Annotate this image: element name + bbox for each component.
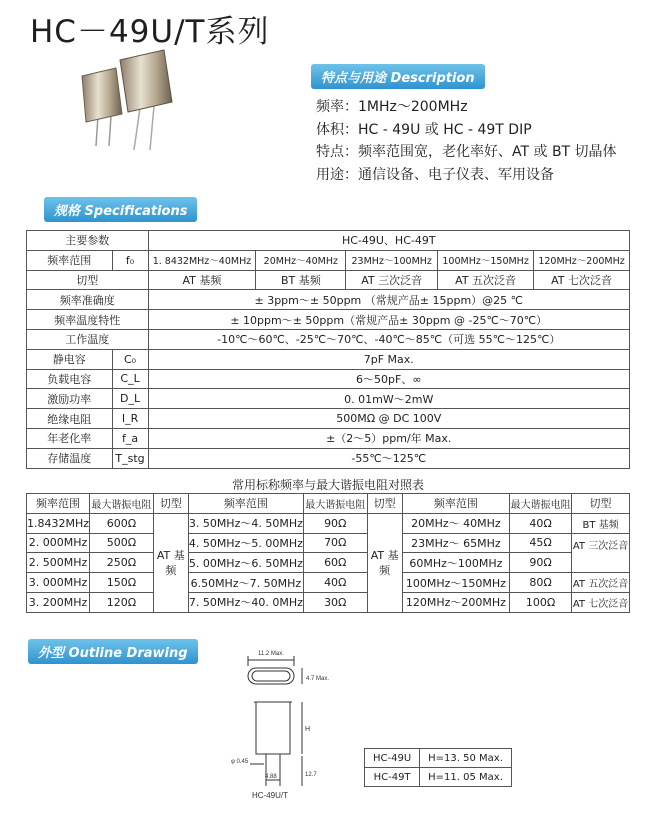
spec-label: 静电容 (27, 349, 113, 369)
freq-range-cell: 100MHz～150MHz (438, 250, 534, 270)
spec-symbol: C₀ (112, 349, 148, 369)
ref-cut-type: AT 七次泛音 (572, 592, 630, 612)
ref-freq: 6.50MHz～7. 50MHz (188, 573, 303, 593)
ref-row (27, 533, 630, 553)
outline-height-row (365, 768, 512, 787)
reference-table (26, 493, 630, 613)
ref-row (27, 573, 630, 593)
specifications-table (26, 230, 630, 469)
spec-value: ± 3ppm～± 50ppm （常规产品± 15ppm）@25 ℃ (148, 290, 629, 310)
spec-row (27, 290, 630, 310)
dim-height-label: H (305, 726, 311, 733)
spec-row (27, 310, 630, 330)
ref-header: 最大谐振电阻 (90, 494, 154, 514)
spec-row (27, 448, 630, 468)
ref-resistance: 150Ω (90, 573, 154, 593)
spec-row (27, 409, 630, 429)
spec-symbol: D_L (112, 389, 148, 409)
ref-row (27, 513, 630, 533)
spec-symbol: T_stg (112, 448, 148, 468)
spec-label: 激励功率 (27, 389, 113, 409)
page-title: HC－49U/T系列 (30, 14, 270, 50)
ref-header: 频率范围 (27, 494, 90, 514)
cut-type-cell: AT 三次泛音 (346, 270, 438, 290)
outline-caption: HC-49U/T (252, 791, 289, 800)
description-badge: 特点与用途 Description (311, 64, 485, 89)
ref-freq: 120MHz～200MHz (402, 592, 509, 612)
spec-label: 存储温度 (27, 448, 113, 468)
desc-usage: 用途：通信设备、电子仪表、军用设备 (316, 167, 554, 183)
ref-freq: 3. 50MHz～4. 50MHz (188, 513, 303, 533)
ref-freq: 7. 50MHz～40. 0MHz (188, 592, 303, 612)
ref-resistance: 70Ω (303, 533, 367, 553)
outline-drawing (226, 646, 330, 806)
spec-label: 频率温度特性 (27, 310, 149, 330)
outline-height-table (364, 748, 512, 787)
ref-cut-type: AT 基频 (367, 513, 402, 612)
spec-value: HC-49U、HC-49T (148, 231, 629, 251)
spec-label: 负载电容 (27, 369, 113, 389)
outline-model: HC-49T (365, 768, 420, 787)
ref-resistance: 40Ω (303, 573, 367, 593)
dim-lead-label: 12.7 (305, 772, 317, 778)
ref-freq: 5. 00MHz～6. 50MHz (188, 553, 303, 573)
ref-row (27, 553, 630, 573)
outline-height: H=11. 05 Max. (420, 768, 512, 787)
spec-label: 年老化率 (27, 428, 113, 448)
spec-value: ±（2～5）ppm/年 Max. (148, 428, 629, 448)
ref-resistance: 90Ω (303, 513, 367, 533)
cut-type-cell: BT 基频 (256, 270, 346, 290)
spec-value: -10℃～60℃、-25℃～70℃、-40℃～85℃（可选 55℃～125℃） (148, 329, 629, 349)
ref-header: 频率范围 (188, 494, 303, 514)
spec-label: 切型 (27, 270, 149, 290)
dim-top-label: 11.2 Max. (258, 651, 284, 657)
ref-freq: 2. 000MHz (27, 533, 90, 553)
freq-range-cell: 1. 8432MHz～40MHz (148, 250, 256, 270)
ref-resistance: 45Ω (510, 533, 572, 553)
ref-resistance: 80Ω (510, 573, 572, 593)
spec-value: 6～50pF、∞ (148, 369, 629, 389)
spec-row (27, 428, 630, 448)
ref-cut-type: AT 三次泛音 (572, 533, 630, 573)
spec-row (27, 349, 630, 369)
spec-row (27, 389, 630, 409)
ref-freq: 3. 000MHz (27, 573, 90, 593)
spec-label: 绝缘电阻 (27, 409, 113, 429)
spec-label: 工作温度 (27, 329, 149, 349)
freq-range-cell: 23MHz～100MHz (346, 250, 438, 270)
spec-value: -55℃～125℃ (148, 448, 629, 468)
ref-cut-type: BT 基频 (572, 513, 630, 533)
ref-resistance: 100Ω (510, 592, 572, 612)
ref-freq: 2. 500MHz (27, 553, 90, 573)
spec-symbol: f₀ (112, 250, 148, 270)
ref-freq: 60MHz～100MHz (402, 553, 509, 573)
ref-resistance: 500Ω (90, 533, 154, 553)
outline-height-row (365, 749, 512, 768)
specifications-badge: 规格 Specifications (44, 197, 197, 222)
freq-range-cell: 20MHz～40MHz (256, 250, 346, 270)
dim-diameter-label: φ 0.45 (231, 759, 249, 765)
spec-value: 7pF Max. (148, 349, 629, 369)
ref-freq: 3. 200MHz (27, 592, 90, 612)
desc-volume: 体积：HC - 49U 或 HC - 49T DIP (316, 122, 532, 138)
ref-resistance: 30Ω (303, 592, 367, 612)
ref-freq: 4. 50MHz～5. 00MHz (188, 533, 303, 553)
spec-value: 500MΩ @ DC 100V (148, 409, 629, 429)
spec-row-cut (27, 270, 630, 290)
ref-header: 频率范围 (402, 494, 509, 514)
spec-row (27, 369, 630, 389)
outline-height: H=13. 50 Max. (420, 749, 512, 768)
ref-freq: 1.8432MHz (27, 513, 90, 533)
ref-freq: 20MHz～ 40MHz (402, 513, 509, 533)
ref-header-row (27, 494, 630, 514)
spec-label: 频率准确度 (27, 290, 149, 310)
ref-resistance: 600Ω (90, 513, 154, 533)
spec-row-frequency (27, 250, 630, 270)
cut-type-cell: AT 五次泛音 (438, 270, 534, 290)
ref-header: 最大谐振电阻 (510, 494, 572, 514)
cut-type-cell: AT 基频 (148, 270, 256, 290)
ref-header: 切型 (572, 494, 630, 514)
ref-resistance: 250Ω (90, 553, 154, 573)
spec-row (27, 329, 630, 349)
dim-side-label: 4.7 Max. (306, 676, 330, 682)
ref-freq: 100MHz～150MHz (402, 573, 509, 593)
desc-features: 特点：频率范围宽，老化率好、AT 或 BT 切晶体 (316, 144, 617, 160)
ref-header: 切型 (153, 494, 188, 514)
spec-symbol: f_a (112, 428, 148, 448)
dim-pitch-label: 4.88 (265, 774, 277, 780)
spec-label: 频率范围 (27, 250, 113, 270)
crystal-photo (56, 46, 186, 156)
spec-symbol: C_L (112, 369, 148, 389)
ref-freq: 23MHz～ 65MHz (402, 533, 509, 553)
spec-symbol: I_R (112, 409, 148, 429)
desc-frequency: 频率：1MHz～200MHz (316, 99, 468, 115)
spec-value: ± 10ppm～± 50ppm（常规产品± 30ppm @ -25℃～70℃） (148, 310, 629, 330)
ref-cut-type: AT 基频 (153, 513, 188, 612)
spec-label: 主要参数 (27, 231, 149, 251)
outline-model: HC-49U (365, 749, 420, 768)
ref-resistance: 60Ω (303, 553, 367, 573)
ref-resistance: 40Ω (510, 513, 572, 533)
outline-badge: 外型 Outline Drawing (28, 639, 198, 664)
ref-header: 切型 (367, 494, 402, 514)
freq-range-cell: 120MHz～200MHz (534, 250, 630, 270)
ref-header: 最大谐振电阻 (303, 494, 367, 514)
reference-table-title: 常用标称频率与最大谐振电阻对照表 (231, 478, 424, 492)
ref-resistance: 120Ω (90, 592, 154, 612)
ref-row (27, 592, 630, 612)
cut-type-cell: AT 七次泛音 (534, 270, 630, 290)
ref-resistance: 90Ω (510, 553, 572, 573)
spec-row-main (27, 231, 630, 251)
ref-cut-type: AT 五次泛音 (572, 573, 630, 593)
spec-value: 0. 01mW～2mW (148, 389, 629, 409)
